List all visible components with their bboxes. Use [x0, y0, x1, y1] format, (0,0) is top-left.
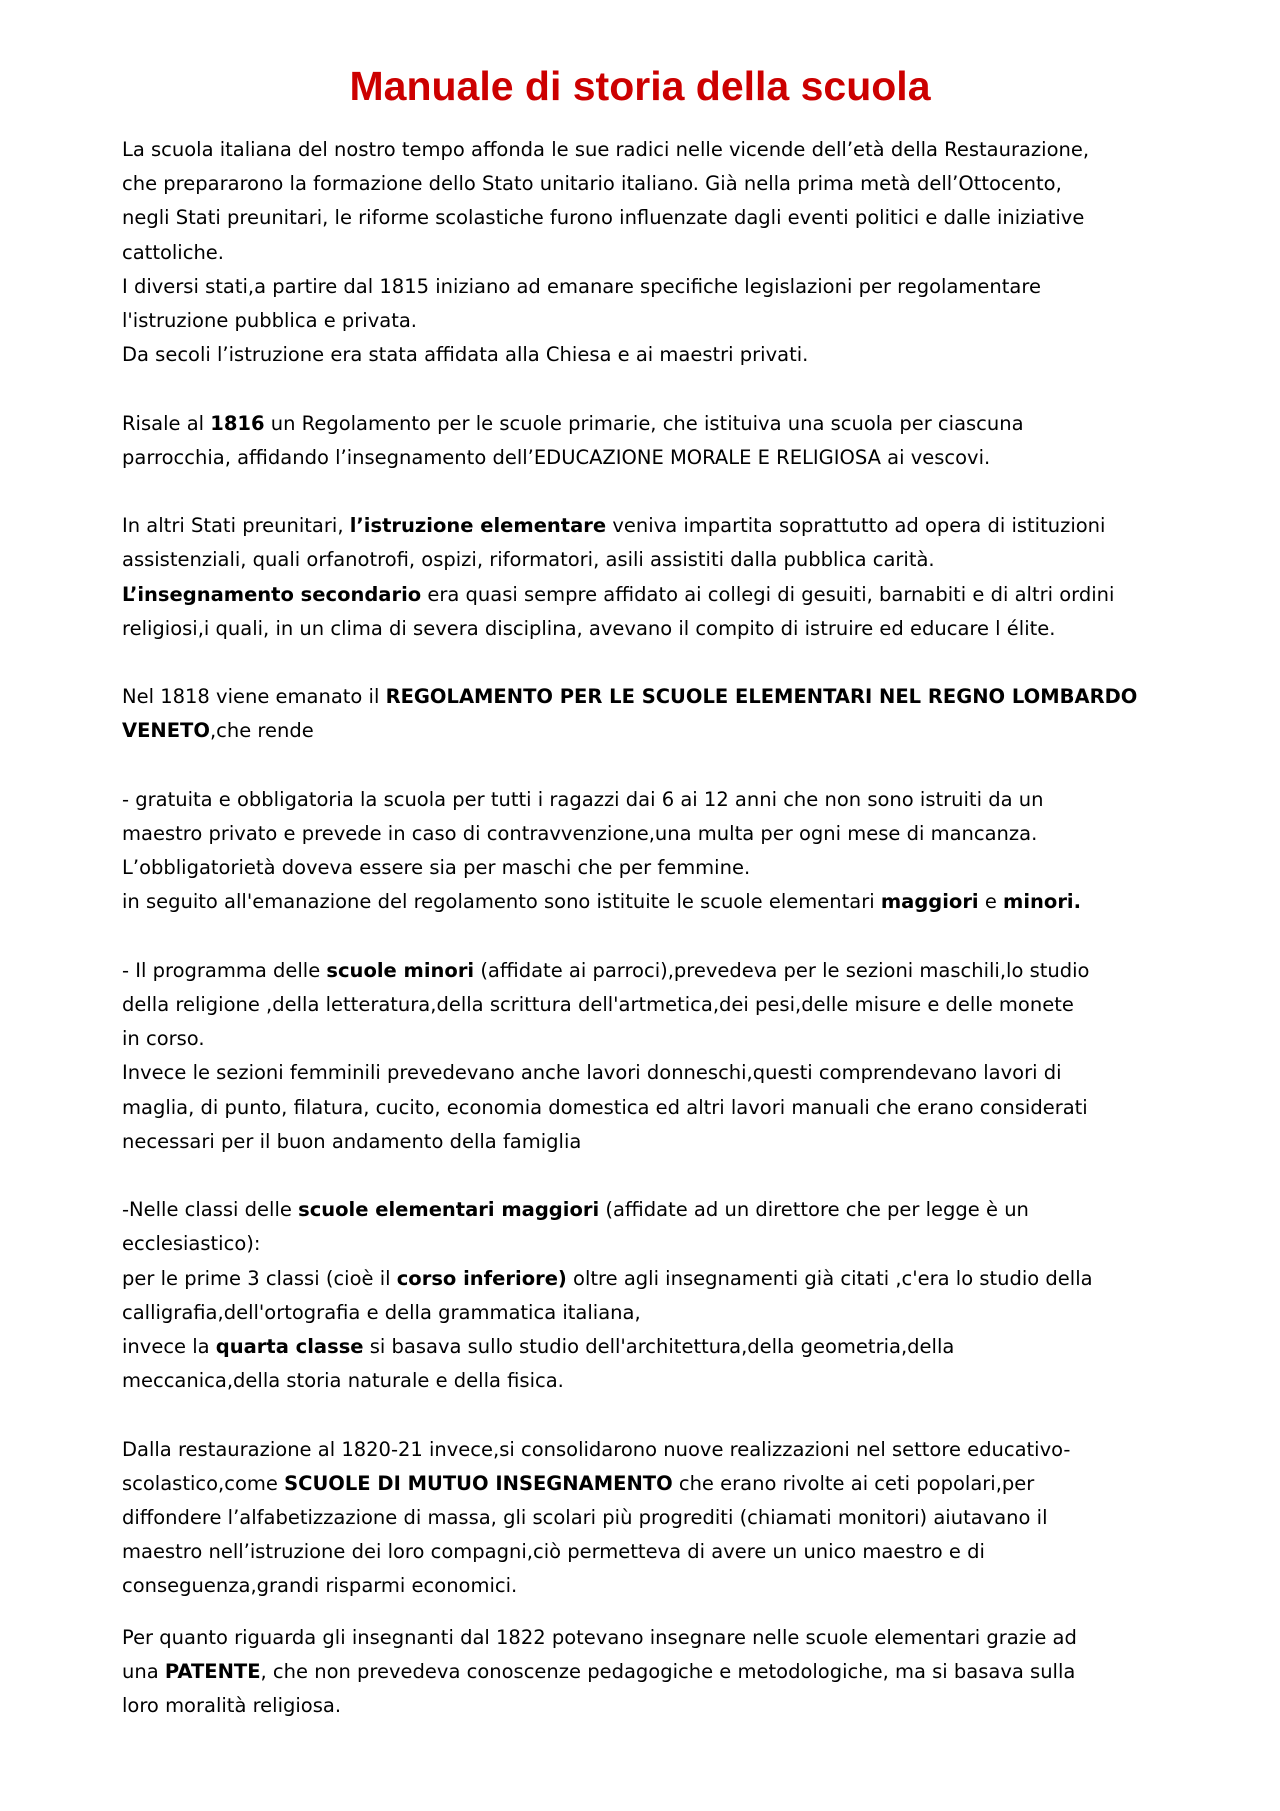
bold-text: REGOLAMENTO PER LE SCUOLE ELEMENTARI NEL REGNO LOMBARDO: [385, 685, 1138, 709]
text-line: l'istruzione pubblica e privata.: [122, 309, 418, 333]
text-line: VENETO,che rende: [122, 719, 314, 743]
paragraph-gap: [122, 1159, 1182, 1193]
text-line: per le prime 3 classi (cioè il corso inferiore) oltre agli insegnamenti già citati ,c'era lo studio della: [122, 1266, 1093, 1290]
text-line: parrocchia, affidando l’insegnamento dell’EDUCAZIONE MORALE E RELIGIOSA ai vescovi.: [122, 445, 991, 469]
text-line: in corso.: [122, 1027, 205, 1051]
bold-text: scuole elementari maggiori: [298, 1198, 600, 1222]
text-line: scolastico,come SCUOLE DI MUTUO INSEGNAMENTO che erano rivolte ai ceti popolari,per: [122, 1471, 1035, 1495]
text-line: negli Stati preunitari, le riforme scolastiche furono influenzate dagli eventi politici e dalle iniziative: [122, 206, 1085, 230]
bold-text: corso inferiore): [396, 1266, 567, 1290]
text-line: maestro privato e prevede in caso di contravvenzione,una multa per ogni mese di mancanza.: [122, 822, 1038, 845]
bold-text: SCUOLE DI MUTUO INSEGNAMENTO: [284, 1471, 673, 1495]
bold-text: minori.: [1003, 890, 1082, 914]
text-line: -Nelle classi delle scuole elementari maggiori (affidate ad un direttore che per legge è un: [122, 1198, 1029, 1222]
paragraph-gap: [122, 1398, 1182, 1432]
paragraph-gap: [122, 372, 1182, 406]
text-line: assistenziali, quali orfanotrofi, ospizi, riformatori, asili assistiti dalla pubblica carità.: [122, 548, 935, 572]
text-line: cattoliche.: [122, 240, 225, 264]
text-line: Da secoli l’istruzione era stata affidata alla Chiesa e ai maestri privati.: [122, 343, 809, 367]
text-line: In altri Stati preunitari, l’istruzione elementare veniva impartita soprattutto ad opera di istituzioni: [122, 514, 1106, 538]
text-line: necessari per il buon andamento della famiglia: [122, 1129, 582, 1153]
text-line: meccanica,della storia naturale e della fisica.: [122, 1369, 564, 1393]
text-line: maestro nell’istruzione dei loro compagni,ciò permetteva di avere un unico maestro e di: [122, 1540, 985, 1564]
text-line: La scuola italiana del nostro tempo affonda le sue radici nelle vicende dell’età della Restaurazione,: [122, 138, 1090, 161]
text-line: religiosi,i quali, in un clima di severa disciplina, avevano il compito di istruire ed educare l élite.: [122, 616, 1056, 640]
text-line: L’insegnamento secondario era quasi sempre affidato ai collegi di gesuiti, barnabiti e di altri ordini: [122, 582, 1115, 606]
paragraph-gap: [122, 646, 1182, 680]
text-line: - Il programma delle scuole minori (affidate ai parroci),prevedeva per le sezioni maschili,lo studio: [122, 958, 1090, 982]
paragraph-gap: [122, 1604, 1182, 1621]
text-line: - gratuita e obbligatoria la scuola per tutti i ragazzi dai 6 ai 12 anni che non sono istruiti da un: [122, 787, 1044, 811]
text-line: conseguenza,grandi risparmi economici.: [122, 1574, 518, 1598]
text-line: della religione ,della letteratura,della scrittura dell'artmetica,dei pesi,delle misure e delle monete: [122, 993, 1074, 1016]
text-line: I diversi stati,a partire dal 1815 iniziano ad emanare specifiche legislazioni per regolamentare: [122, 274, 1041, 298]
text-line: calligrafia,dell'ortografia e della grammatica italiana,: [122, 1300, 641, 1324]
text-line: invece la quarta classe si basava sullo studio dell'architettura,della geometria,della: [122, 1335, 955, 1359]
text-line: maglia, di punto, filatura, cucito, economia domestica ed altri lavori manuali che erano considerati: [122, 1095, 1088, 1119]
text-line: Nel 1818 viene emanato il REGOLAMENTO PER LE SCUOLE ELEMENTARI NEL REGNO LOMBARDO: [122, 685, 1138, 709]
paragraph-gap: [122, 475, 1182, 509]
bold-text: scuole minori: [326, 958, 475, 982]
bold-text: VENETO: [122, 719, 210, 743]
text-line: L’obbligatorietà doveva essere sia per maschi che per femmine.: [122, 856, 751, 880]
paragraph-gap: [122, 920, 1182, 954]
text-line: in seguito all'emanazione del regolamento sono istituite le scuole elementari maggiori e minori.: [122, 890, 1082, 914]
bold-text: quarta classe: [215, 1335, 364, 1359]
text-line: ecclesiastico):: [122, 1232, 261, 1256]
bold-text: 1816: [210, 411, 265, 435]
page-title: Manuale di storia della scuola: [349, 63, 931, 109]
text-line: Invece le sezioni femminili prevedevano anche lavori donneschi,questi comprendevano lavori di: [122, 1061, 1062, 1085]
bold-text: L’insegnamento secondario: [122, 582, 422, 606]
text-line: diffondere l’alfabetizzazione di massa, gli scolari più progrediti (chiamati monitori) aiutavano il: [122, 1506, 1048, 1530]
bold-text: maggiori: [880, 890, 979, 914]
text-line: che prepararono la formazione dello Stato unitario italiano. Già nella prima metà dell’Ottocento,: [122, 172, 1062, 196]
text-line: Dalla restaurazione al 1820-21 invece,si consolidarono nuove realizzazioni nel settore educativo-: [122, 1437, 1071, 1461]
bold-text: PATENTE: [164, 1659, 261, 1683]
document-body: [122, 133, 1182, 1723]
text-line: loro moralità religiosa.: [122, 1694, 342, 1718]
paragraph-gap: [122, 749, 1182, 783]
bold-text: l’istruzione elementare: [349, 514, 607, 538]
text-line: una PATENTE, che non prevedeva conoscenze pedagogiche e metodologiche, ma si basava sulla: [122, 1659, 1076, 1683]
text-line: Risale al 1816 un Regolamento per le scuole primarie, che istituiva una scuola per ciascuna: [122, 411, 1024, 435]
text-line: Per quanto riguarda gli insegnanti dal 1822 potevano insegnare nelle scuole elementari grazie ad: [122, 1625, 1077, 1649]
